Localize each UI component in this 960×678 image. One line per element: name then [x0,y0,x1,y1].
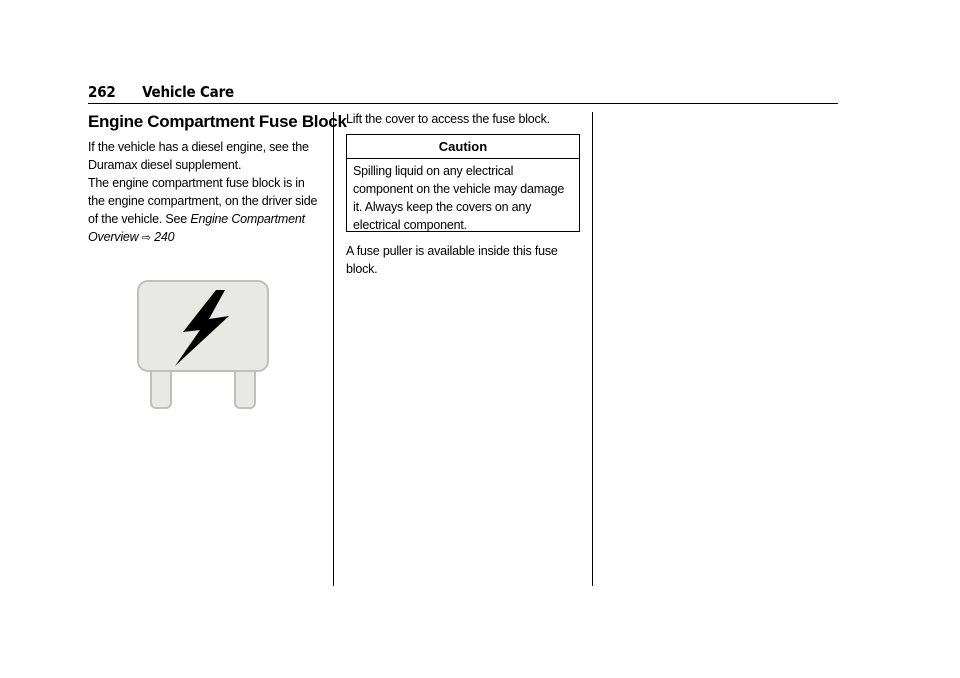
column-divider-2 [592,112,593,586]
caution-text: Spilling liquid on any electrical component on the vehicle may damage it. Always keep the covers on any electrical component. [353,164,565,232]
caution-title: Caution [347,135,579,159]
column-divider-1 [333,112,334,586]
caution-box [346,134,580,232]
page-header [88,83,234,101]
fuse-puller-paragraph: A fuse puller is available inside this fuse block. [346,244,558,276]
page-number: 262 [88,83,116,101]
cross-reference-page[interactable]: 240 [154,230,175,244]
arrow-ref-icon: ⇨ [141,232,151,244]
fuse-lightning-icon [137,280,269,410]
header-divider [88,103,838,104]
location-text: The engine compartment fuse block is in the engine compartment, on the driver side of the vehicle. See [88,176,318,226]
page-title: Engine Compartment Fuse Block [88,112,347,131]
lift-cover-paragraph: Lift the cover to access the fuse block. [346,112,550,126]
location-paragraph [88,174,324,247]
section-title-header: Vehicle Care [142,83,234,101]
cross-reference-link[interactable]: Engine Compartment Overview [88,212,305,244]
diesel-note-paragraph: If the vehicle has a diesel engine, see the Duramax diesel supplement. [88,140,309,172]
